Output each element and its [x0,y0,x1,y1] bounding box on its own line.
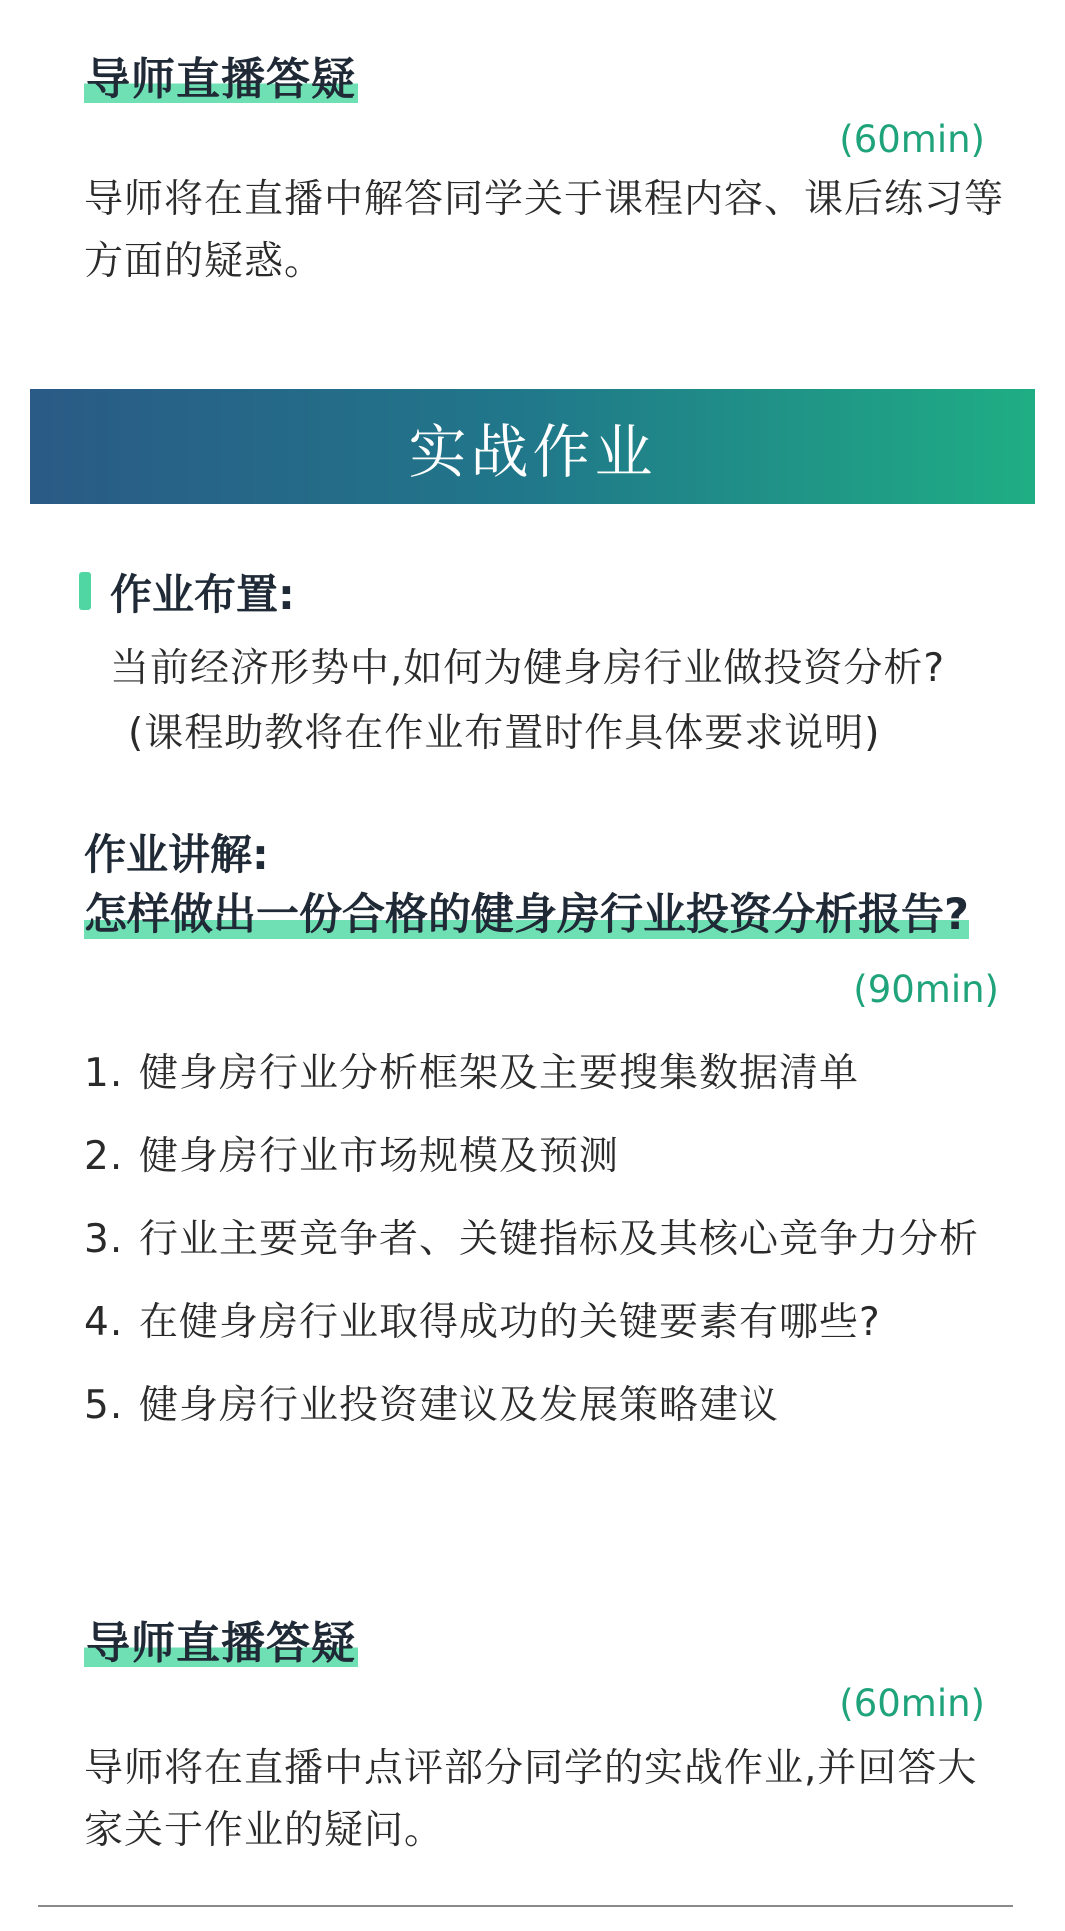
assignment-note: (课程助教将在作业布置时作具体要求说明) [128,711,881,756]
bottom-divider [38,1905,1013,1907]
list-text: 在健身房行业取得成功的关键要素有哪些? [139,1300,881,1345]
list-item [84,1126,1014,1188]
section-title-live-qa: 导师直播答疑 [86,1618,356,1669]
list-text: 健身房行业投资建议及发展策略建议 [139,1383,780,1428]
explanation-heading: 作业讲解: [84,830,269,879]
list-text: 健身房行业分析框架及主要搜集数据清单 [139,1051,860,1096]
list-item [84,1043,1014,1105]
list-number: 4. [84,1300,124,1345]
section-description: 导师将在直播中解答同学关于课程内容、课后练习等方面的疑惑。 [84,177,1005,284]
banner-title: 实战作业 [408,417,657,486]
list-item [84,1292,1014,1354]
list-text: 行业主要竞争者、关键指标及其核心竞争力分析 [139,1217,980,1262]
section-description: 导师将在直播中点评部分同学的实战作业,并回答大家关于作业的疑问。 [84,1746,978,1853]
explanation-title: 怎样做出一份合格的健身房行业投资分析报告? [84,890,969,940]
topic-list [84,1043,1014,1458]
section-banner [30,389,1035,504]
assignment-heading: 作业布置: [110,570,295,619]
duration-label: (90min) [853,968,999,1011]
heading-marker-bar [79,572,91,610]
list-number: 3. [84,1217,124,1262]
list-item [84,1209,1014,1271]
section-title-live-qa: 导师直播答疑 [86,54,356,105]
list-text: 健身房行业市场规模及预测 [139,1134,620,1179]
duration-label: (60min) [839,1682,985,1725]
duration-label: (60min) [839,118,985,161]
assignment-question: 当前经济形势中,如何为健身房行业做投资分析? [110,646,946,691]
list-number: 2. [84,1134,124,1179]
list-item [84,1375,1014,1437]
list-number: 1. [84,1051,124,1096]
list-number: 5. [84,1383,124,1428]
